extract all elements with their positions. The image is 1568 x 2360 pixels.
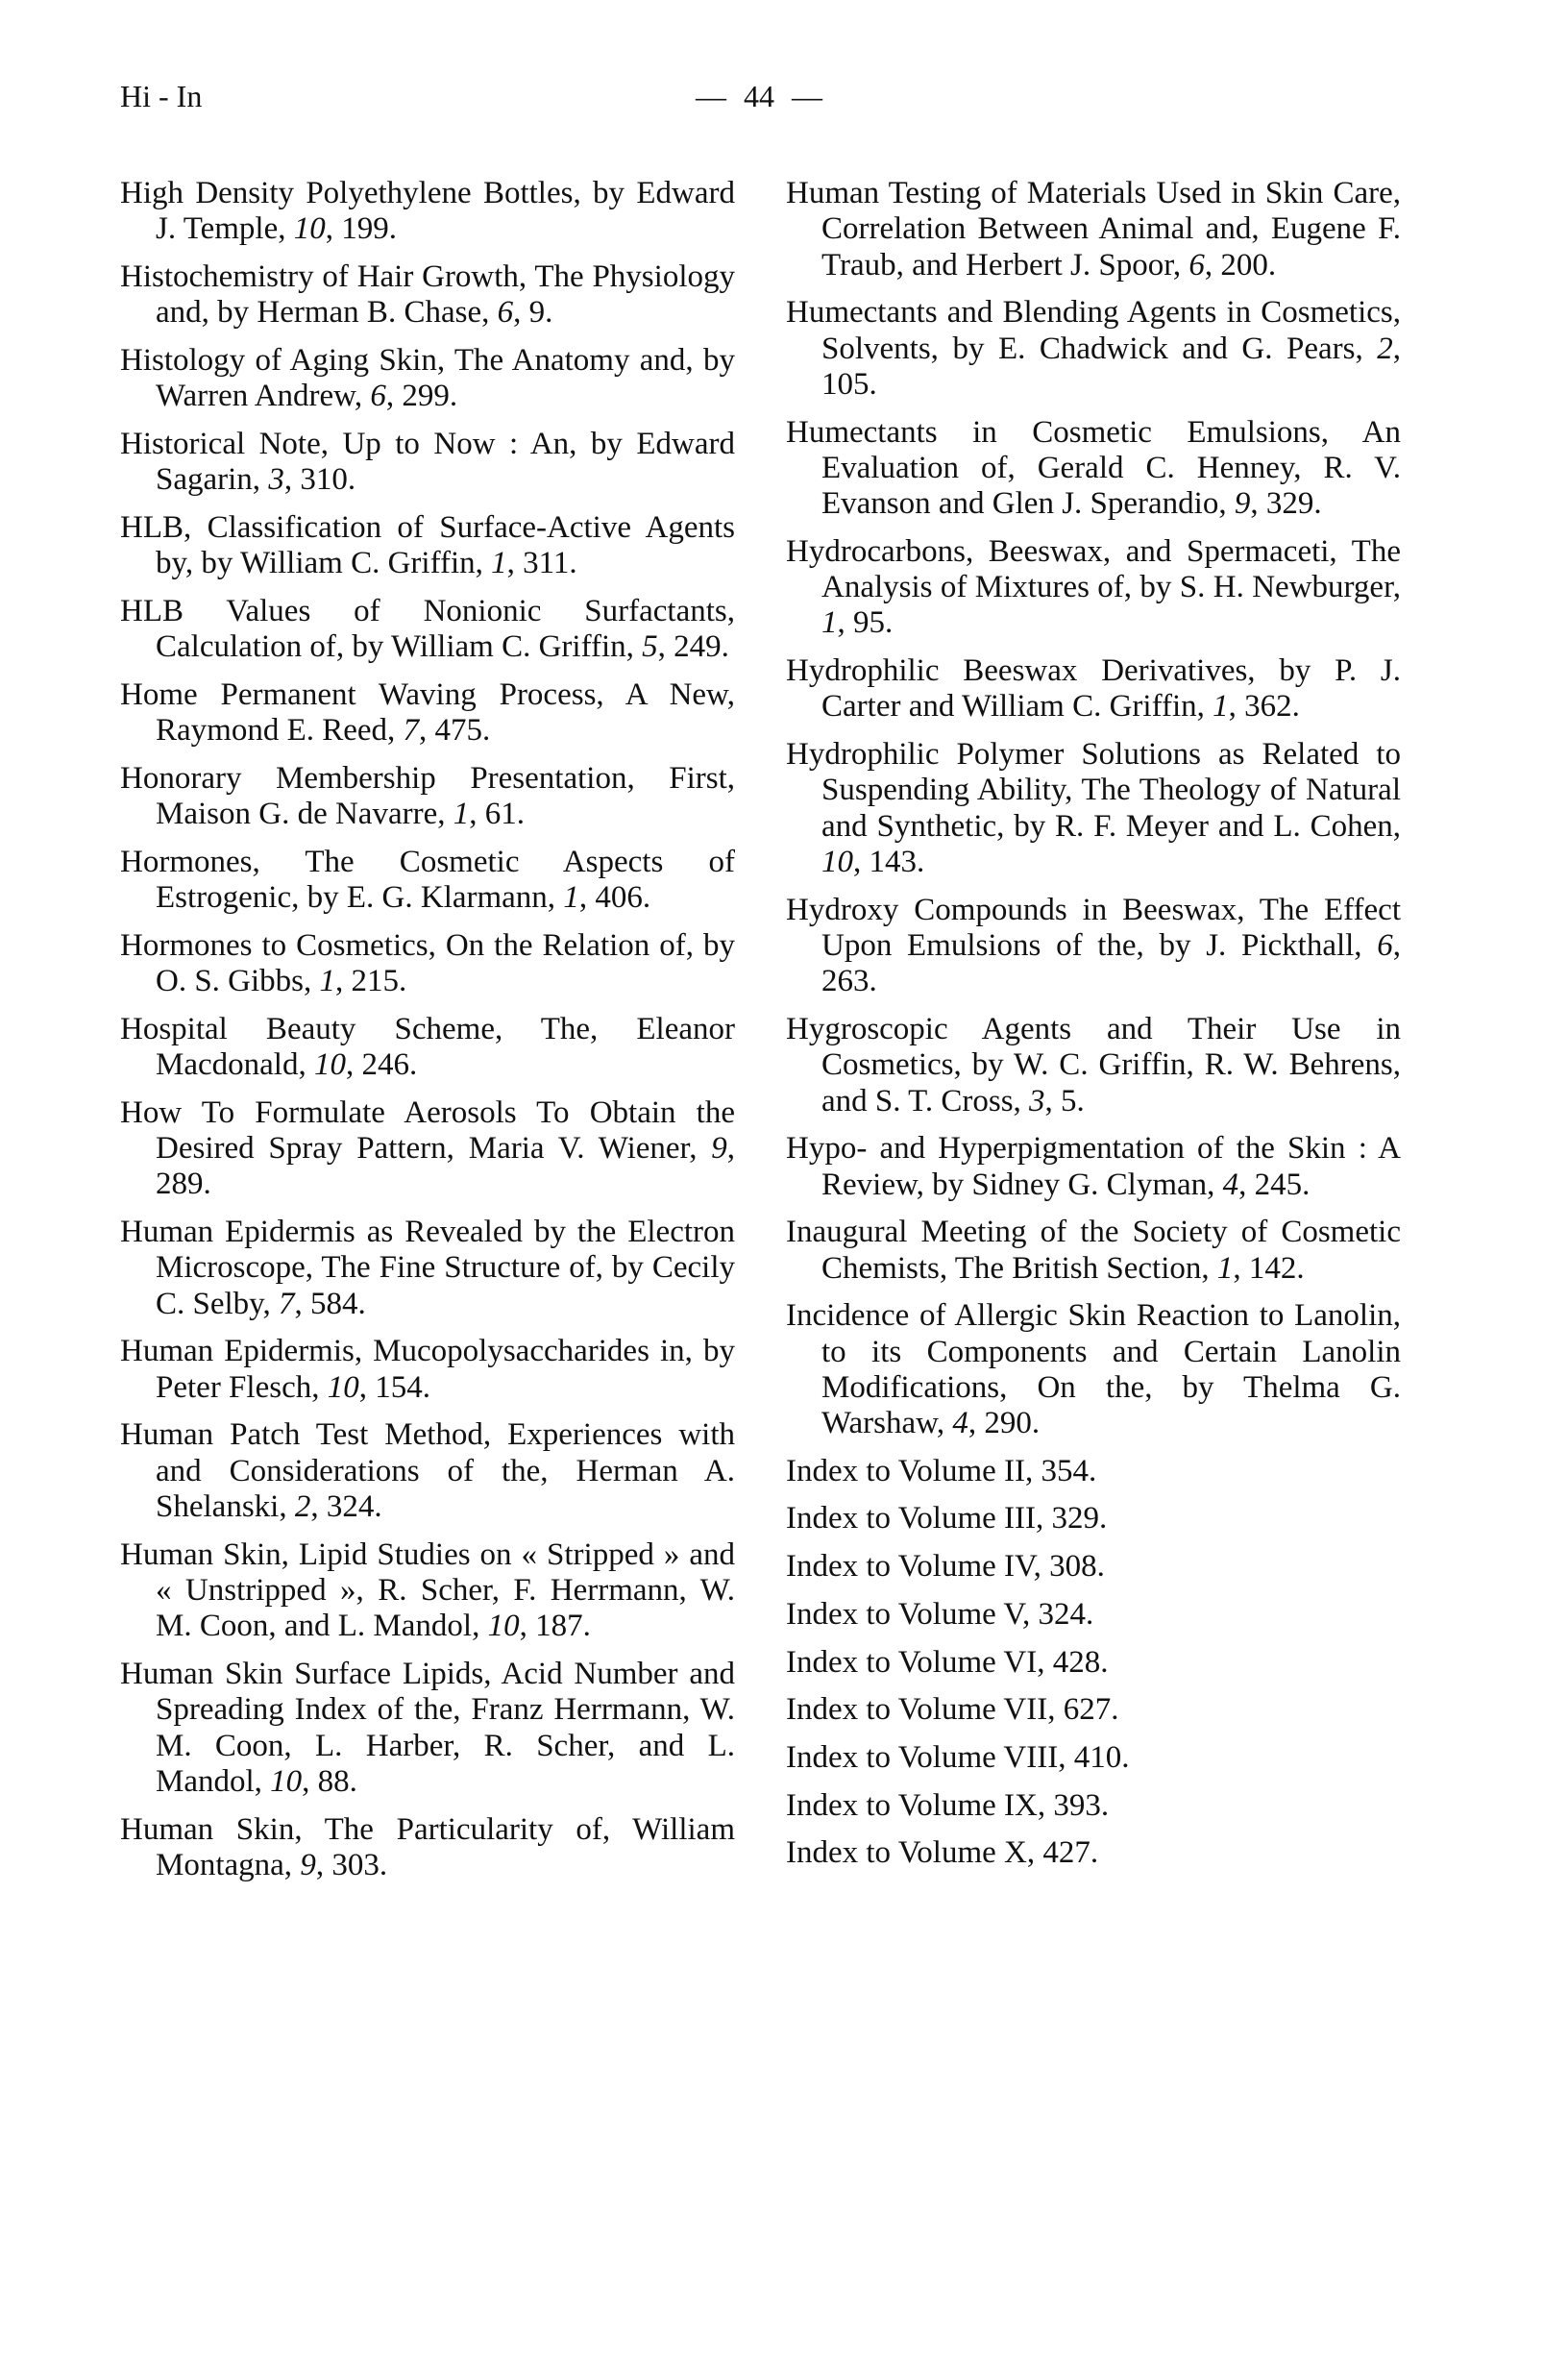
- entry-page: , 289.: [156, 1131, 735, 1202]
- entry-page: , 143.: [853, 845, 925, 879]
- index-entry: [786, 1645, 1401, 1681]
- entry-volume: 1: [821, 605, 838, 641]
- index-entry: [786, 1501, 1401, 1536]
- index-entry: [786, 1215, 1401, 1287]
- entry-title: Hydrocarbons, Beeswax, and Spermaceti, The Analysis of Mixtures of, by S. H. Newburger,: [786, 533, 1401, 605]
- entry-title: Inaugural Meeting of the Society of Cosmetic Chemists, The British Section,: [786, 1215, 1401, 1286]
- index-entry: [786, 653, 1401, 725]
- entry-title: Index to Volume IV, 308.: [786, 1549, 1105, 1585]
- entry-title: Index to Volume VIII, 410.: [786, 1739, 1130, 1775]
- entry-volume: 7: [403, 713, 420, 749]
- entry-page: , 61.: [469, 797, 525, 832]
- index-entry: [120, 1215, 735, 1322]
- index-entry: [786, 1788, 1401, 1824]
- entry-page: , 246.: [345, 1047, 418, 1083]
- entry-page: , 142.: [1233, 1250, 1305, 1286]
- entry-title: Humectants in Cosmetic Emulsions, An Evaluation of, Gerald C. Henney, R. V. Evanson and Glen J. Sperandio,: [786, 414, 1401, 522]
- index-entry: [120, 259, 735, 332]
- entry-volume: 2: [1377, 331, 1393, 366]
- index-entry: [120, 1812, 735, 1884]
- index-entry: [786, 415, 1401, 523]
- entry-page: , 199.: [325, 211, 397, 247]
- index-entry: [120, 427, 735, 499]
- entry-page: , 154.: [358, 1369, 430, 1405]
- entry-volume: 1: [1216, 1250, 1234, 1286]
- index-entry: [120, 1537, 735, 1645]
- entry-title: High Density Polyethylene Bottles, by Edward J. Temple,: [120, 176, 735, 247]
- entry-title: Hospital Beauty Scheme, The, Eleanor Macdonald,: [120, 1011, 735, 1083]
- entry-title: Human Epidermis, Mucopolysaccharides in, by Peter Flesch,: [120, 1334, 735, 1405]
- index-entry: [786, 1549, 1401, 1585]
- entry-title: Hygroscopic Agents and Their Use in Cosmetics, by W. C. Griffin, R. W. Behrens, and S. T. Cross,: [786, 1011, 1401, 1119]
- entry-title: Honorary Membership Presentation, First, Maison G. de Navarre,: [120, 760, 735, 832]
- entry-volume: 7: [279, 1286, 295, 1321]
- entry-title: Human Skin Surface Lipids, Acid Number and Spreading Index of the, Franz Herrmann, W. M. Coon, L. Harber, R. Scher, and L. Mandol,: [120, 1656, 735, 1799]
- entry-volume: 10: [270, 1763, 303, 1799]
- entry-page: , 215.: [335, 964, 407, 999]
- index-entry: [120, 928, 735, 1000]
- entry-title: HLB Values of Nonionic Surfactants, Calculation of, by William C. Griffin,: [120, 593, 735, 665]
- entry-page: , 329.: [1250, 486, 1322, 522]
- entry-title: Index to Volume II, 354.: [786, 1453, 1097, 1488]
- entry-title: Incidence of Allergic Skin Reaction to Lanolin, to its Components and Certain Lanolin Modifications, On the, by Thelma G. Warshaw,: [786, 1298, 1401, 1441]
- entry-title: Index to Volume V, 324.: [786, 1596, 1094, 1632]
- entry-title: Hydrophilic Beeswax Derivatives, by P. J. Carter and William C. Griffin,: [786, 653, 1401, 725]
- entry-title: Index to Volume VI, 428.: [786, 1644, 1109, 1680]
- entry-title: Human Patch Test Method, Experiences with and Considerations of the, Herman A. Shelanski,: [120, 1417, 735, 1524]
- entry-volume: 9: [1234, 486, 1251, 522]
- index-entry: [120, 845, 735, 917]
- entry-title: Histochemistry of Hair Growth, The Physiology and, by Herman B. Chase,: [120, 258, 735, 331]
- index-entry: [786, 534, 1401, 642]
- index-entry: [786, 1454, 1401, 1489]
- entry-page: , 310.: [283, 462, 356, 498]
- entry-page: , 5.: [1044, 1083, 1085, 1119]
- entry-volume: 1: [1213, 689, 1229, 725]
- entry-title: Historical Note, Up to Now : An, by Edward Sagarin,: [120, 426, 735, 498]
- entry-volume: 5: [642, 629, 658, 665]
- entry-title: Index to Volume X, 427.: [786, 1835, 1099, 1871]
- entry-title: Human Epidermis as Revealed by the Electron Microscope, The Fine Structure of, by Cecily C. Selby,: [120, 1215, 735, 1321]
- entry-title: Histology of Aging Skin, The Anatomy and, by Warren Andrew,: [120, 342, 735, 414]
- entry-page: , 88.: [302, 1763, 357, 1799]
- entry-volume: 10: [313, 1047, 346, 1083]
- entry-title: Human Skin, The Particularity of, William Montagna,: [120, 1811, 735, 1882]
- entry-title: How To Formulate Aerosols To Obtain the Desired Spray Pattern, Maria V. Wiener,: [120, 1094, 735, 1167]
- entry-page: , 290.: [968, 1406, 1041, 1441]
- index-entry: [786, 893, 1401, 1000]
- entry-volume: 1: [491, 546, 507, 581]
- index-entry: [786, 1298, 1401, 1441]
- entry-volume: 1: [453, 797, 470, 832]
- entry-title: Hormones to Cosmetics, On the Relation of, by O. S. Gibbs,: [120, 927, 735, 999]
- entry-title: Hydroxy Compounds in Beeswax, The Effect Upon Emulsions of the, by J. Pickthall,: [786, 892, 1401, 963]
- entry-title: Hydrophilic Polymer Solutions as Related to Suspending Ability, The Theology of Natural and Synthetic, by R. F. Meyer and L. Cohen,: [786, 737, 1401, 844]
- entry-page: , 245.: [1238, 1167, 1311, 1202]
- index-entry: [120, 594, 735, 666]
- index-entry: [786, 176, 1401, 283]
- entry-volume: 9: [711, 1131, 727, 1167]
- entry-volume: 2: [294, 1488, 311, 1524]
- entry-page: , 299.: [385, 379, 458, 414]
- index-entry: [786, 1597, 1401, 1633]
- entry-page: , 187.: [519, 1609, 591, 1644]
- index-entry: [786, 737, 1401, 880]
- entry-page: , 95.: [837, 605, 894, 641]
- index-entry: [120, 1417, 735, 1525]
- index-entry: [120, 761, 735, 833]
- entry-volume: 3: [1029, 1083, 1045, 1119]
- entry-volume: 1: [563, 880, 579, 916]
- entry-volume: 6: [1377, 927, 1393, 963]
- entry-title: Human Skin, Lipid Studies on « Stripped » and « Unstripped », R. Scher, F. Herrmann, W. M. Coon, and L. Mandol,: [120, 1536, 735, 1644]
- entry-volume: 10: [487, 1609, 520, 1644]
- entry-page: , 200.: [1204, 247, 1277, 283]
- entry-volume: 10: [327, 1369, 359, 1405]
- index-entry: [120, 677, 735, 750]
- entry-volume: 3: [268, 462, 284, 498]
- entry-title: Index to Volume IX, 393.: [786, 1787, 1110, 1823]
- entry-title: Index to Volume III, 329.: [786, 1501, 1108, 1536]
- index-entry: [120, 1334, 735, 1406]
- entry-volume: 6: [1188, 247, 1205, 283]
- index-entry: [786, 295, 1401, 403]
- index-entry: [120, 510, 735, 582]
- page-number: — 44 —: [696, 79, 822, 113]
- entry-title: Humectants and Blending Agents in Cosmetics, Solvents, by E. Chadwick and G. Pears,: [786, 295, 1401, 366]
- entry-page: , 303.: [315, 1847, 388, 1882]
- entry-page: , 249.: [657, 629, 729, 665]
- entry-title: Home Permanent Waving Process, A New, Raymond E. Reed,: [120, 676, 735, 749]
- entry-page: , 263.: [821, 927, 1401, 999]
- index-entry: [120, 343, 735, 415]
- entry-volume: 6: [497, 295, 514, 331]
- entry-page: , 475.: [419, 713, 491, 749]
- entry-page: , 9.: [513, 295, 553, 331]
- index-entry: [786, 1835, 1401, 1871]
- entry-volume: 1: [319, 964, 336, 999]
- index-entry: [120, 176, 735, 248]
- index-entry: [786, 1692, 1401, 1728]
- entry-page: , 406.: [578, 880, 651, 916]
- entry-page: , 362.: [1228, 689, 1300, 725]
- index-entry: [786, 1131, 1401, 1203]
- entry-volume: 10: [821, 845, 853, 879]
- index-entry: [120, 1657, 735, 1800]
- right-column: [786, 176, 1401, 1883]
- entry-page: , 584.: [294, 1286, 366, 1321]
- entry-title: Hypo- and Hyperpigmentation of the Skin : A Review, by Sidney G. Clyman,: [786, 1131, 1401, 1202]
- entry-title: Index to Volume VII, 627.: [786, 1692, 1119, 1728]
- entry-page: , 324.: [310, 1488, 382, 1524]
- entry-title: Hormones, The Cosmetic Aspects of Estrogenic, by E. G. Klarmann,: [120, 844, 735, 916]
- entry-page: , 105.: [821, 331, 1401, 402]
- entry-volume: 10: [293, 211, 326, 247]
- entry-title: Human Testing of Materials Used in Skin Care, Correlation Between Animal and, Eugene F. Traub, and Herbert J. Spoor,: [786, 176, 1401, 283]
- entry-volume: 6: [370, 379, 386, 414]
- entry-volume: 4: [952, 1406, 968, 1441]
- entry-page: , 311.: [506, 546, 577, 581]
- index-entry: [120, 1095, 735, 1203]
- entry-volume: 4: [1222, 1167, 1239, 1202]
- left-column: [120, 176, 735, 1896]
- index-entry: [786, 1012, 1401, 1119]
- running-head: Hi - In: [120, 79, 203, 113]
- entry-title: HLB, Classification of Surface-Active Agents by, by William C. Griffin,: [120, 509, 735, 581]
- index-entry: [786, 1740, 1401, 1776]
- index-entry: [120, 1012, 735, 1084]
- entry-volume: 9: [300, 1847, 316, 1882]
